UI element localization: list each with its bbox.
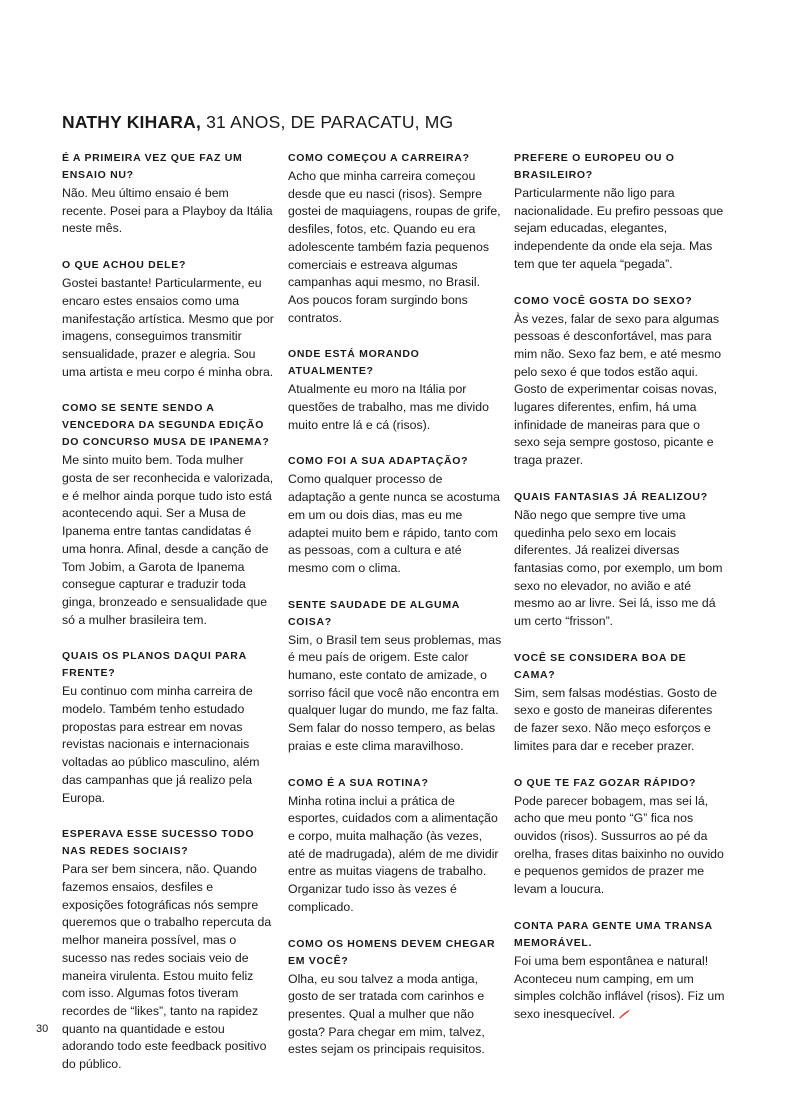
question: QUAIS OS PLANOS DAQUI PARA FRENTE?	[62, 650, 247, 680]
answer-text: Foi uma bem espontânea e natural! Aconteceu num camping, em um simples colchão inflável (risos). Fiz um sexo inesquecível.	[514, 953, 725, 1021]
text-column-2	[288, 150, 502, 1078]
question: COMO SE SENTE SENDO A VENCEDORA DA SEGUNDA EDIÇÃO DO CONCURSO MUSA DE IPANEMA?	[62, 402, 270, 449]
answer-final	[514, 953, 728, 1024]
question: COMO FOI A SUA ADAPTAÇÃO?	[288, 455, 469, 468]
interviewee-details: 31 ANOS, DE PARACATU, MG	[201, 112, 454, 132]
answer: Sim, sem falsas modéstias. Gosto de sexo e gosto de maneiras diferentes de fazer sexo. Não meço esforços e limites para dar e receber prazer.	[514, 685, 717, 753]
answer: Minha rotina inclui a prática de esportes, cuidados com a alimentação e corpo, muita malhação (às vezes, até de madrugada), além de me dividir entre as muitas viagens de trabalho. Organizar tudo isso às vezes é complicado.	[288, 793, 499, 914]
answer: Atualmente eu moro na Itália por questões de trabalho, mas me divido muito entre lá e cá (risos).	[288, 382, 489, 432]
qa-block	[62, 648, 276, 807]
qa-block	[62, 826, 276, 1073]
question: COMO OS HOMENS DEVEM CHEGAR EM VOCÊ?	[288, 937, 496, 967]
qa-block	[288, 597, 502, 756]
answer: Olha, eu sou talvez a moda antiga, gosto de ser tratada com carinhos e presentes. Qual a mulher que não gosta? Para chegar em mim, talvez, estes sejam os principais requisitos.	[288, 971, 485, 1057]
qa-block	[288, 150, 502, 327]
qa-block	[288, 346, 502, 434]
question: O QUE ACHOU DELE?	[62, 259, 187, 272]
question: ESPERAVA ESSE SUCESSO TODO NAS REDES SOCIAIS?	[62, 828, 255, 858]
interview-title	[62, 112, 453, 133]
question: COMO COMEÇOU A CARREIRA?	[288, 152, 470, 164]
answer: Não. Meu último ensaio é bem recente. Posei para a Playboy da Itália neste mês.	[62, 186, 273, 236]
answer: Me sinto muito bem. Toda mulher gosta de ser reconhecida e valorizada, e é melhor ainda porque tudo isto está acontecendo aqui. Ser a Musa de Ipanema entre tantas candidatas é uma honra. Afinal, desde a canção de Tom Jobim, a Garota de Ipanema consegue capturar e traduzir toda ginga, bronzeado e sensualidade que só a mulher brasileira tem.	[62, 453, 274, 627]
page-number: 30	[36, 1023, 49, 1035]
answer: Gostei bastante! Particularmente, eu encaro estes ensaios como uma manifestação artística. Mesmo que por imagens, conseguimos transmitir sensualidade, prazer e alegria. Sou uma artista e meu corpo é minha obra.	[62, 276, 274, 379]
text-column-1	[62, 150, 276, 1093]
interviewee-name: NATHY KIHARA,	[62, 112, 202, 132]
answer: Acho que minha carreira começou desde que eu nasci (risos). Sempre gostei de maquiagens, roupas de grife, desfiles, fotos, etc. Quando eu era adolescente também fazia pequenos comerciais e estreava algumas campanhas aqui mesmo, no Brasil. Aos poucos foram surgindo bons contratos.	[288, 169, 501, 325]
question: SENTE SAUDADE DE ALGUMA COISA?	[288, 598, 460, 628]
qa-block	[288, 936, 502, 1060]
question: VOCÊ SE CONSIDERA BOA DE CAMA?	[514, 651, 687, 681]
answer: Sim, o Brasil tem seus problemas, mas é meu país de origem. Este calor humano, este contato de amizade, o sorriso fácil que você não encontra em qualquer lugar do mundo, me faz falta. Sem falar do nosso tempero, as belas praias e este clima maravilhoso.	[288, 632, 502, 753]
qa-block	[288, 775, 502, 917]
answer: Para ser bem sincera, não. Quando fazemos ensaios, desfiles e exposições fotográficas nós sempre queremos que o trabalho repercuta da melhor maneira possível, mas o sucesso nas redes sociais veio de maneira virulenta. Estou muito feliz com isso. Algumas fotos tiveram recordes de “likes”, tanto na rapidez quanto na quantidade e estou adorando todo este feedback positivo do público.	[62, 862, 272, 1072]
answer: Não nego que sempre tive uma quedinha pelo sexo em locais diferentes. Já realizei diversas fantasias como, por exemplo, um bom sexo no elevador, no avião e até mesmo ao ar livre. Sei lá, isso me dá um certo “frisson”.	[514, 507, 723, 629]
question: COMO VOCÊ GOSTA DO SEXO?	[514, 294, 693, 307]
question: CONTA PARA GENTE UMA TRANSA MEMORÁVEL.	[514, 919, 713, 949]
text-column-3	[514, 150, 728, 1043]
answer: Eu continuo com minha carreira de modelo. Também tenho estudado propostas para estrear em novas revistas nacionais e internacionais voltadas ao público masculino, além das campanhas que já realizo pela Europa.	[62, 684, 260, 805]
qa-block	[514, 775, 728, 899]
question: COMO É A SUA ROTINA?	[288, 776, 429, 789]
qa-block	[514, 918, 728, 1024]
question: ONDE ESTÁ MORANDO ATUALMENTE?	[288, 348, 420, 378]
question: QUAIS FANTASIAS JÁ REALIZOU?	[514, 490, 708, 503]
qa-block	[514, 150, 728, 274]
answer: Pode parecer bobagem, mas sei lá, acho que meu ponto “G” fica nos ouvidos (risos). Sussurros ao pé da orelha, frases ditas baixinho no ouvido e pequenos gemidos de prazer me levam a loucura.	[514, 793, 724, 897]
qa-block	[288, 453, 502, 577]
qa-block	[514, 293, 728, 470]
brush-stroke-end-mark-icon	[618, 1007, 630, 1017]
qa-block	[62, 150, 276, 238]
question: PREFERE O EUROPEU OU O BRASILEIRO?	[514, 152, 675, 181]
qa-block	[62, 257, 276, 381]
question: É A PRIMEIRA VEZ QUE FAZ UM ENSAIO NU?	[62, 152, 243, 181]
answer: Às vezes, falar de sexo para algumas pessoas é desconfortável, mas para mim não. Sexo faz bem, e até mesmo pelo sexo é que todos estão aqui. Gosto de experimentar coisas novas, lugares diferentes, enfim, há uma infinidade de maneiras para que o sexo seja sempre gostoso, picante e traga prazer.	[514, 311, 722, 468]
question: O QUE TE FAZ GOZAR RÁPIDO?	[514, 776, 697, 789]
qa-block	[514, 489, 728, 631]
answer: Como qualquer processo de adaptação a gente nunca se acostuma em um ou dois dias, mas eu me adaptei muito bem e rápido, tanto com as pessoas, com a cultura e até mesmo com o clima.	[288, 472, 500, 575]
answer: Particularmente não ligo para nacionalidade. Eu prefiro pessoas que sejam educadas, elegantes, independente da onde ela seja. Mas tem que ter aquela “pegada”.	[514, 186, 724, 271]
qa-block	[62, 400, 276, 629]
qa-block	[514, 650, 728, 756]
